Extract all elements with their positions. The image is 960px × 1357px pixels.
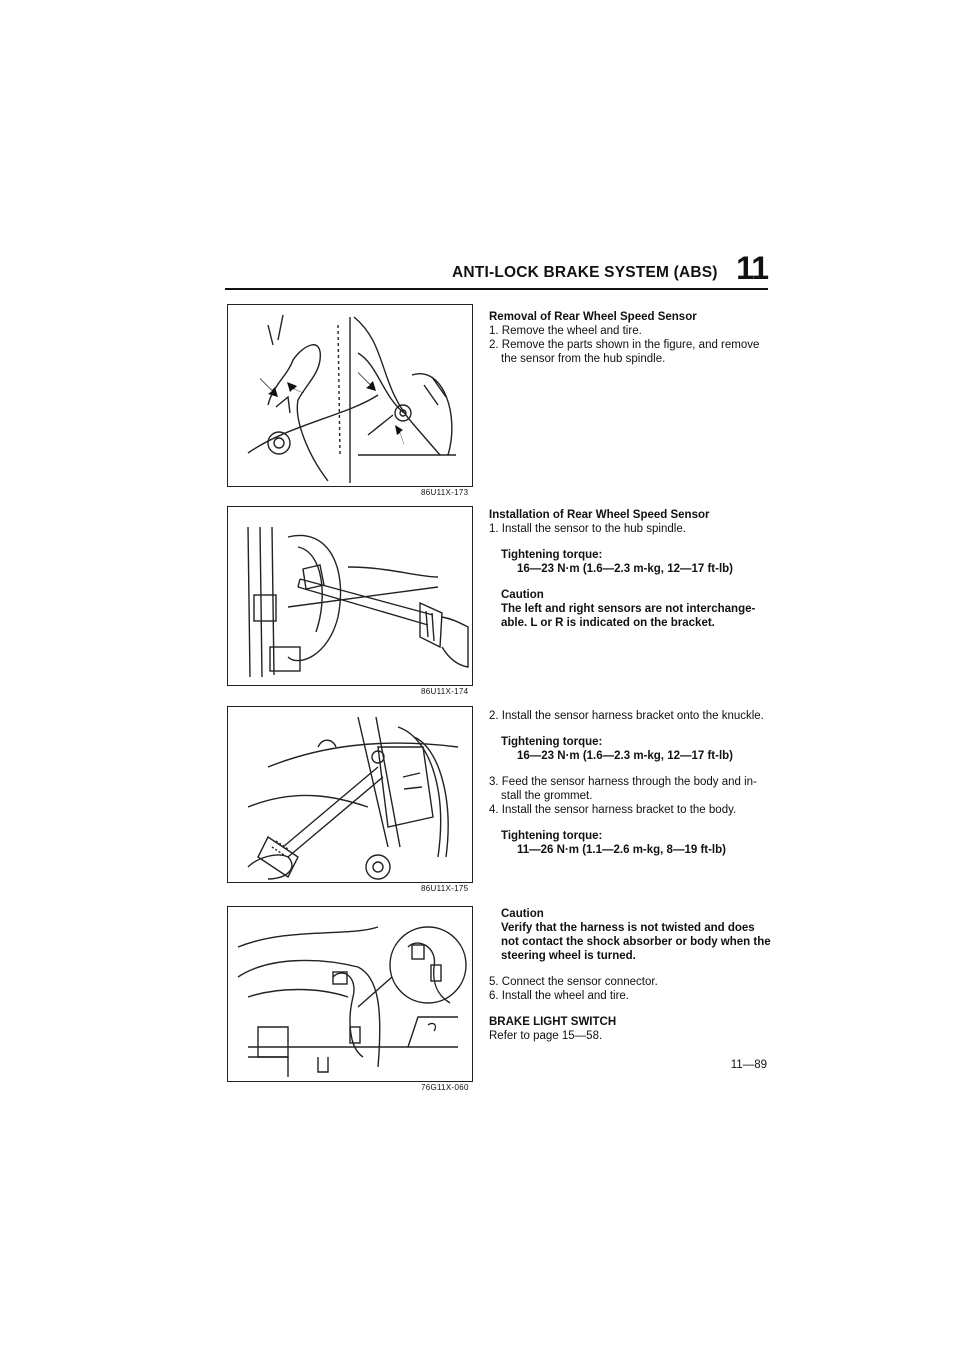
torque-label: Tightening torque: (501, 830, 603, 842)
final-section (489, 907, 771, 1043)
torque-wrench-illustration (228, 507, 472, 685)
final-step-6: 6. Install the wheel and tire. (489, 990, 629, 1002)
final-step-5: 5. Connect the sensor connector. (489, 976, 658, 988)
removal-step-2: 2. Remove the parts shown in the figure, and remove the sensor from the hub spindle. (489, 339, 760, 365)
figure-code: 86U11X-173 (421, 488, 469, 497)
figure-sensor-removal (227, 304, 473, 487)
installation-title: Installation of Rear Wheel Speed Sensor (489, 509, 710, 521)
figure-sensor-installation (227, 506, 473, 686)
harness-step-2: 2. Install the sensor harness bracket onto the knuckle. (489, 710, 764, 722)
caution-text: The left and right sensors are not interchange-able. L or R is indicated on the bracket. (501, 603, 756, 629)
torque-value: 16—23 N·m (1.6—2.3 m-kg, 12—17 ft-lb) (517, 563, 734, 575)
torque-label: Tightening torque: (501, 549, 603, 561)
caution-label: Caution (501, 908, 544, 920)
page-number: 11—89 (730, 1059, 767, 1071)
torque-value: 16—23 N·m (1.6—2.3 m-kg, 12—17 ft-lb) (517, 750, 734, 762)
header-title: ANTI-LOCK BRAKE SYSTEM (ABS) (452, 264, 718, 281)
brake-light-title: BRAKE LIGHT SWITCH (489, 1016, 617, 1028)
caution-label: Caution (501, 589, 544, 601)
sensor-removal-illustration (228, 305, 472, 486)
figure-code: 86U11X-174 (421, 687, 469, 696)
header-rule (225, 288, 768, 290)
harness-routing-illustration (228, 907, 472, 1081)
caution-text: Verify that the harness is not twisted and does not contact the shock absorber or body when the steering wheel is turned. (501, 922, 771, 962)
figure-harness-routing (227, 906, 473, 1082)
figure-harness-bracket (227, 706, 473, 883)
removal-step-1: 1. Remove the wheel and tire. (489, 325, 642, 337)
brake-light-reference: Refer to page 15—58. (489, 1030, 603, 1042)
harness-bracket-illustration (228, 707, 472, 882)
installation-section (489, 508, 771, 630)
torque-value: 11—26 N·m (1.1—2.6 m-kg, 8—19 ft-lb) (517, 844, 726, 856)
torque-label: Tightening torque: (501, 736, 603, 748)
page-header (452, 252, 768, 288)
harness-section (489, 709, 771, 857)
removal-title: Removal of Rear Wheel Speed Sensor (489, 311, 697, 323)
figure-code: 76G11X-060 (421, 1083, 469, 1092)
installation-step-1: 1. Install the sensor to the hub spindle. (489, 523, 686, 535)
section-number: 11 (736, 250, 768, 286)
figure-code: 86U11X-175 (421, 884, 469, 893)
removal-section (489, 310, 771, 366)
harness-step-4: 4. Install the sensor harness bracket to the body. (489, 804, 737, 816)
harness-step-3: 3. Feed the sensor harness through the body and in-stall the grommet. (489, 776, 757, 802)
